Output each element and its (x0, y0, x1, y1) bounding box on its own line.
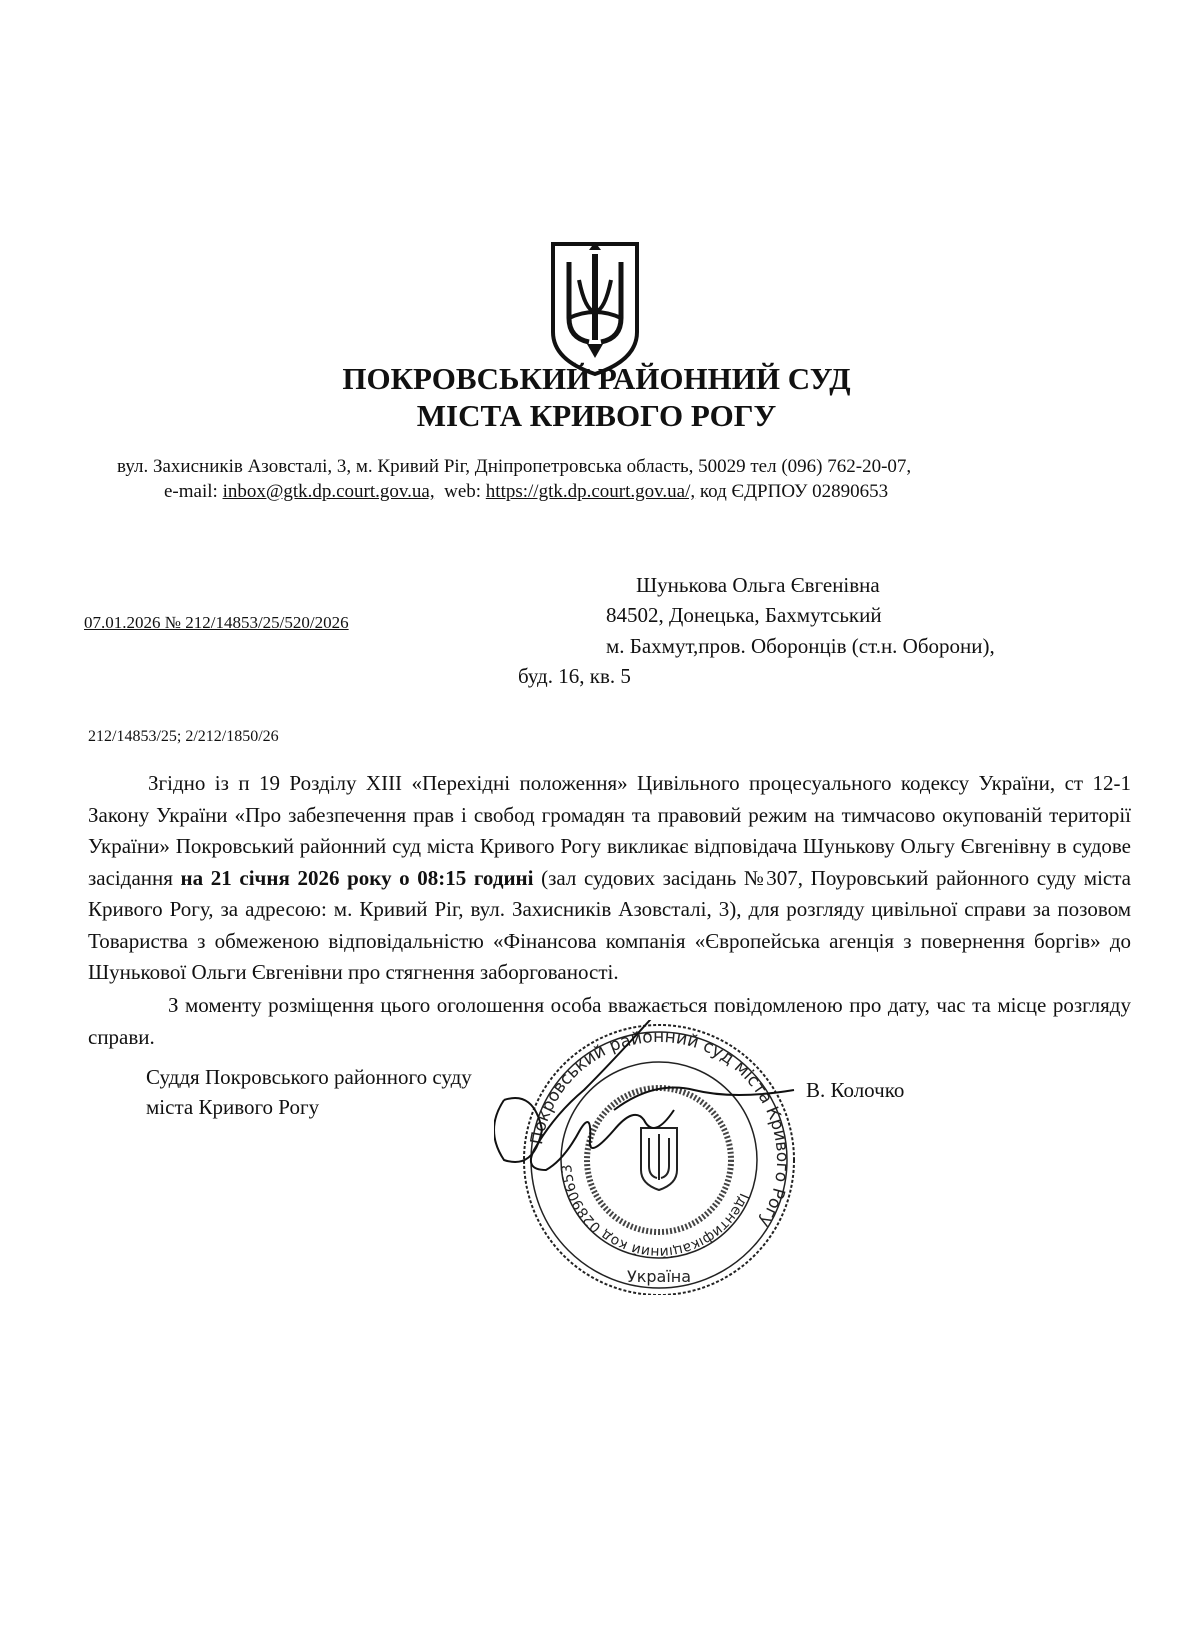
hearing-datetime: на 21 січня 2026 року о 08:15 годині (180, 865, 534, 890)
recipient-address-line4: буд. 16, кв. 5 (518, 664, 631, 688)
seal-bottom-text: Україна (626, 1267, 692, 1286)
body-text-start: Згідно із п 19 Розділу XIII «Перехідні положення» Цивільного процесуального кодексу України, ст 12-1 Закону України «Про забезпечення прав і свобод громадян та правовий режим на тимчасово окупованій території України» Покровський районний суд міста Кривого Рогу викликає відповідача Шунькову Ольгу Євгенівну в судове засідання (88, 771, 1131, 890)
recipient-name: Шунькова Ольга Євгенівна (636, 573, 880, 597)
signature-position (146, 1062, 472, 1122)
web-label: web: (444, 481, 482, 502)
body-paragraph-summons (88, 768, 1131, 989)
seal-outer-text: Покровський районний суд міста Кривого Рогу (527, 1026, 793, 1231)
recipient-address-line2: 84502, Донецька, Бахмутський (606, 603, 882, 627)
web-link[interactable]: https://gtk.dp.court.gov.ua/, (485, 481, 696, 502)
court-name-line2: МІСТА КРИВОГО РОГУ (416, 398, 777, 433)
signature-position-line1: Суддя Покровського районного суду (146, 1065, 472, 1089)
judge-name: В. Колочко (806, 1078, 905, 1102)
body-paragraph-notice: З моменту розміщення цього оголошення особа вважається повідомленою про дату, час та місце розгляду справи. (88, 993, 1131, 1049)
signature-position-line2: міста Кривого Рогу (146, 1095, 320, 1119)
case-references: 212/14853/25; 2/212/1850/26 (88, 728, 279, 745)
outgoing-number: 07.01.2026 № 212/14853/25/520/2026 (84, 613, 349, 632)
seal-inner-text: Ідентифікаційний код 02890653 (559, 1163, 752, 1261)
coat-of-arms-icon (549, 240, 641, 378)
recipient-address-line3: м. Бахмут,пров. Оборонців (ст.н. Оборони), (606, 634, 995, 658)
body-text-end: (зал судових засідань №307, Поуровський районного суду міста Кривого Рогу, за адресою: м. Кривий Ріг, вул. Захисників Азовсталі, 3), для розгляду цивільної справи за позовом Товариства з обмеженою відповідальністю «Фінансова компанія «Європейська агенція з повернення боргів» до Шунькової Ольги Євгенівни про стягнення заборгованості. (88, 865, 1131, 984)
email-link[interactable]: inbox@gtk.dp.court.gov.ua, (222, 481, 435, 502)
seal-emblem-icon (641, 1128, 677, 1190)
court-seal-stamp (494, 1020, 824, 1295)
court-contacts-line (164, 481, 888, 503)
court-name-line1: ПОКРОВСЬКИЙ РАЙОННИЙ СУД (342, 361, 851, 396)
court-address: вул. Захисників Азовсталі, 3, м. Кривий Ріг, Дніпропетровська область, 50029 тел (096) 762-20-07, (117, 456, 912, 477)
email-label: e-mail: (164, 481, 218, 502)
edrpou-code: код ЄДРПОУ 02890653 (699, 481, 889, 502)
